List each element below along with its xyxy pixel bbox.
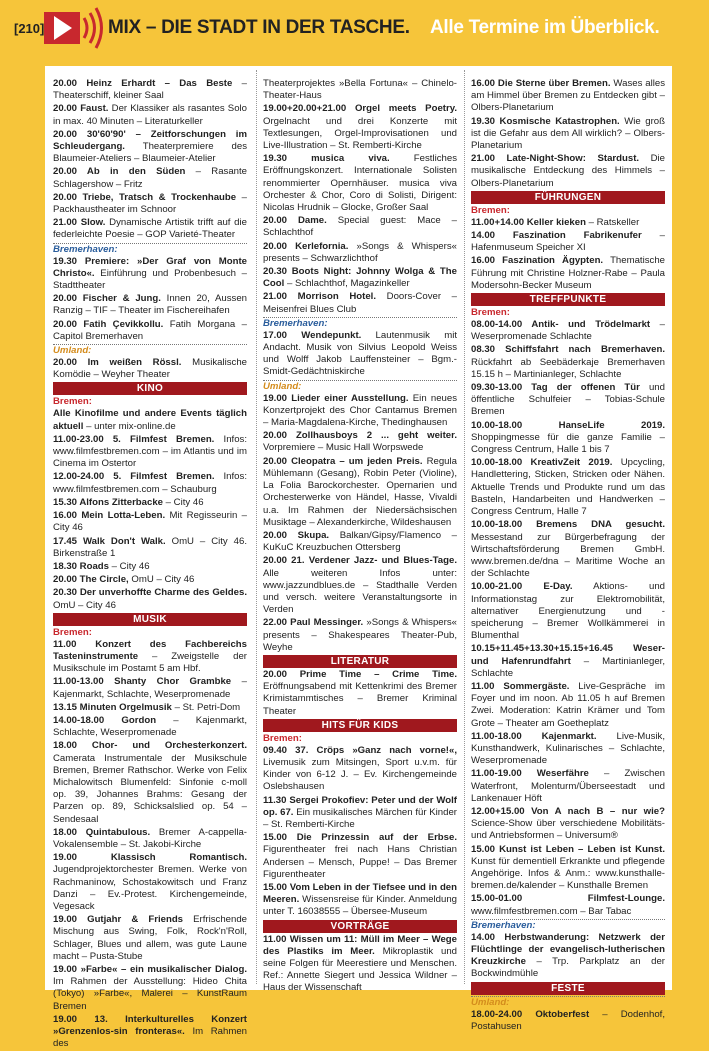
event-title: 12.00-24.00 5. Filmfest Bremen. [53, 471, 215, 483]
section-heading: LITERATUR [263, 655, 457, 668]
event-details: Im Rahmen der Ausstellung: Hideo Chita (Tokyo) »Farbe«, Malerei – KunstRaum Bremen [53, 976, 247, 1012]
column-2 [263, 78, 457, 996]
event-entry [263, 795, 457, 832]
event-title: 14.00-18.00 Gordon [53, 714, 157, 726]
section-heading: FÜHRUNGEN [471, 191, 665, 204]
event-title: 16.00 Die Sterne über Bremen. [471, 78, 611, 89]
region-label: Bremerhaven: [263, 317, 457, 330]
event-entry [471, 230, 665, 254]
section-heading: VORTRÄGE [263, 920, 457, 933]
event-title: 15.30 Alfons Zitterbacke [53, 496, 164, 508]
event-details: – St. Petri-Dom [171, 701, 241, 713]
region-label: Umland: [53, 344, 247, 357]
event-details: – Weserpromenade Schlachte [471, 319, 665, 343]
event-title: 20.00 Ab in den Süden [53, 166, 186, 178]
event-entry [263, 832, 457, 881]
event-title: 12.00+15.00 Von A nach B – nur wie? [471, 805, 665, 817]
event-title: 20.00 Triebe, Tratsch & Trockenhaube [53, 191, 237, 203]
event-title: 19.00+20.00+21.00 Orgel meets Poetry. [263, 103, 457, 115]
event-details: Lautenmusik mit Andacht. Musik von Silvius Leopold Weiss und Wolff Jakob Lauffensteiner – Bgm.-Smidt-Gedächtniskirche [263, 329, 457, 378]
event-title: 11.00+14.00 Keller kieken [471, 216, 586, 228]
event-title: 15.00 Die Prinzessin auf der Erbse. [263, 832, 457, 844]
event-entry [53, 293, 247, 317]
event-entry [471, 681, 665, 730]
event-details: Fatih Morgana – Capitol Bremerhaven [53, 318, 247, 342]
event-entry [53, 103, 247, 127]
event-details: Festliches Eröffnungskonzert. Internationale Solisten renommierter Opernhäuser. musica viva Orchester & Chor, Coro di Solisti, Dirigent: Nicolas Hrudnik – Glocke, Großer Saal [263, 153, 457, 214]
event-title: 11.00-23.00 5. Filmfest Bremen. [53, 433, 215, 445]
event-entry [471, 731, 665, 768]
event-details: Balkan/Gipsy/Flamenco – KuKuC Kreuzbuchen Ottersberg [263, 529, 457, 554]
event-entry [263, 78, 457, 102]
event-title: 18.00 Quintabulous. [53, 826, 151, 838]
event-details: Wases alles am Himmel über Bremen zu Entdecken gibt – Olbers-Planetarium [471, 78, 665, 114]
event-title: 20.00 Faust. [53, 103, 109, 115]
event-title: 10.00-18.00 Bremens DNA gesucht. [471, 519, 665, 531]
event-details: Jugendprojektorchester Bremen. Werke von Rachmaninow, Schostakowitsch und Franz Danzi – Ev.-Protest. Kirchengemeinde, Vegesack [53, 864, 247, 912]
event-details: – Packhaustheater im Schnoor [53, 191, 247, 216]
event-details: – Zweigstelle der Musikschule im Postamt 5 am Hbf. [53, 650, 247, 675]
event-entry [471, 806, 665, 843]
page-header [0, 0, 709, 56]
event-title: 09.30-13.00 Tag der offenen Tür [471, 382, 640, 394]
column-divider [464, 70, 465, 984]
event-details: Der Klassiker als rasantes Solo in max. 40 Minuten – Literaturkeller [53, 103, 247, 127]
event-entry [53, 715, 247, 739]
event-details: Bremer A-cappella-Vokalensemble – St. Jakobi-Kirche [53, 826, 247, 850]
event-entry [471, 519, 665, 580]
event-title: 19.00 »Farbe« – ein musikalischer Dialog. [53, 964, 247, 975]
event-entry [471, 319, 665, 343]
event-title: 17.45 Walk Don't Walk. [53, 535, 166, 547]
event-details: – Schlachthof, Magazinkeller [284, 278, 410, 290]
event-details: Regula Mühlemann (Gesang), Robin Peter (Violine), La Folia Barockorchester. Opernarien und Orchesterwerke von Händel, Hasse, Vivaldi u.a. Im Rahmen der Niedersächsischen Musiktage – Alexanderkirche, Wildeshausen [263, 455, 457, 528]
region-label: Bremerhaven: [53, 243, 247, 256]
event-entry [53, 964, 247, 1013]
event-details: Live-Gespräche im Foyer und im noon. Ab 11.05 h auf Bremen Zwei. Moderation: Katrin Krämer und Tom Grote – Theater am Goetheplatz [471, 680, 665, 729]
event-title: 15.00 Kunst ist Leben – Leben ist Kunst. [471, 843, 665, 855]
speaker-logo-icon [44, 6, 104, 50]
event-title: 11.00 Sommergäste. [471, 680, 570, 692]
event-title: 18.30 Roads [53, 560, 109, 572]
event-details: Eröffnungsabend mit Kettenkrimi des Bremer Krimistammtisches – Bremer Kriminal Theater [263, 681, 457, 717]
event-entry [263, 934, 457, 995]
event-details: Shoppingmesse für die ganze Familie – Congress Centrum, Halle 1 bis 7 [471, 431, 665, 456]
event-title: 19.00 Lieder einer Ausstellung. [263, 392, 409, 404]
event-title: 16.00 Faszination Ägypten. [471, 255, 604, 267]
event-entry [53, 827, 247, 851]
region-label: Bremen: [263, 732, 302, 744]
event-title: 15.00 Vom Leben in der Tiefsee und in den Meeren. [263, 881, 457, 906]
event-details: – Ratskeller [585, 216, 640, 228]
region-label: Bremerhaven: [471, 919, 665, 932]
event-details: – City 46 [109, 560, 150, 572]
event-details: Vorpremiere – Music Hall Worpswede [263, 442, 424, 454]
region-label: Bremen: [471, 204, 510, 216]
region-label: Bremen: [53, 626, 92, 638]
event-details: Infos: www.filmfestbremen.com – im Atlantis und im Cinema im Ostertor [53, 433, 247, 470]
event-entry [53, 408, 247, 432]
event-entry [263, 669, 457, 718]
event-details: – Dodenhof, Postahusen [471, 1008, 665, 1032]
event-title: 20.00 Cleopatra – um jeden Preis. [263, 455, 423, 467]
event-title: 20.00 Fischer & Jung. [53, 293, 161, 305]
event-entry [471, 153, 665, 190]
event-title: 10.00-18.00 HanseLife 2019. [471, 419, 665, 431]
event-title: 20.30 Boots Night: Johnny Wolga & The Cool [263, 266, 457, 290]
event-details: Theaterprojektes »Bella Fortuna« – Chinelo-Theater-Haus [263, 78, 457, 102]
event-entry [471, 844, 665, 893]
event-entry [53, 676, 247, 700]
event-title: 20.00 30'60'90' – Zeitforschungen im Schleudergang. [53, 128, 247, 153]
event-details: Die musikalische Entdeckung des Himmels – Olbers-Planetarium [471, 153, 665, 189]
event-details: www.filmfestbremen.com – Bar Tabac [471, 905, 632, 917]
event-entry [53, 587, 247, 611]
event-entry [53, 192, 247, 216]
event-title: 09.40 37. Cröps »Ganz nach vorne!«, [263, 744, 457, 756]
event-title: Alle Kinofilme und andere Events täglich aktuell [53, 408, 247, 432]
event-entry [53, 471, 247, 495]
event-entry [53, 129, 247, 166]
event-entry [471, 581, 665, 642]
event-details: Thematische Führung mit Christine Holzner-Rabe – Paula Modersohn-Becker Museum [471, 255, 665, 291]
event-title: 21.00 Slow. [53, 217, 106, 229]
event-details: »Songs & Whispers« presents – Shakespeares Theater-Pub, Weyhe [263, 617, 457, 653]
event-details: Livemusik zum Mitsingen, Sport u.v.m. für Kinder von 6-12 J. – Ev. Kirchengemeinde Oslebshausen [263, 756, 457, 793]
event-entry [471, 643, 665, 680]
event-details: – Zwischen Waterfront, Molenturm/Überseestadt und Lankenauer Höft [471, 768, 665, 804]
event-details: Ein neues Konzertprojekt des Chor Cantamus Bremen – Maria-Magdalena-Kirche, Thedinghausen [263, 392, 458, 429]
event-title: 21.00 Morrison Hotel. [263, 291, 376, 303]
event-entry [471, 78, 665, 115]
event-title: 19.00 Klassisch Romantisch. [53, 852, 247, 864]
event-title: 19.30 Kosmische Katastrophen. [471, 115, 620, 127]
section-heading: FESTE [471, 982, 665, 995]
event-details: OmU – City 46. Birkenstraße 1 [53, 535, 247, 559]
event-title: 20.00 Kerlefornia. [263, 240, 349, 252]
event-details: – Rasante Schlagershow – Fritz [53, 166, 248, 190]
event-entry [263, 153, 457, 214]
event-title: 11.30 Sergei Prokofiev: Peter und der Wolf op. 67. [263, 794, 457, 818]
event-entry [263, 393, 457, 430]
event-details: »Songs & Whispers« presents – Schwarzlichthof [263, 240, 457, 264]
event-title: 19.30 Premiere: »Der Graf von Monte Christo«. [53, 255, 247, 279]
column-3 [471, 78, 665, 1034]
event-entry [471, 217, 665, 229]
event-title: 08.00-14.00 Antik- und Trödelmarkt [471, 319, 651, 331]
event-entry [263, 745, 457, 794]
event-entry [53, 1014, 247, 1051]
event-entry [471, 344, 665, 381]
event-entry [53, 561, 247, 573]
event-entry [53, 319, 247, 343]
event-entry [53, 217, 247, 241]
event-entry [263, 456, 457, 529]
section-heading: MUSIK [53, 613, 247, 626]
event-entry [263, 430, 457, 454]
event-title: 11.00-19.00 Weserfähre [471, 768, 589, 780]
event-details: – Martinianleger, Schlachte [471, 655, 665, 679]
event-title: 16.00 Mein Lotta-Leben. [53, 510, 166, 522]
event-details: Mit Regisseurin – City 46 [53, 510, 247, 534]
event-details: – Trp. Parkplatz an der Bockwindmühle [471, 956, 665, 980]
region-label: Umland: [471, 996, 665, 1009]
event-details: – unter mix-online.de [83, 420, 176, 432]
event-entry [263, 882, 457, 919]
event-details: – Hafenmuseum Speicher XI [471, 230, 665, 254]
event-entry [53, 357, 247, 381]
event-title: 21.00 Late-Night-Show: Stardust. [471, 153, 640, 165]
event-title: 10.00-21.00 E-Day. [471, 581, 573, 593]
event-title: 22.00 Paul Messinger. [263, 617, 364, 629]
event-details: OmU – City 46 [128, 574, 195, 586]
event-title: 20.00 21. Verdener Jazz- und Blues-Tage. [263, 555, 457, 567]
event-title: 20.00 Fatih Çevikkollu. [53, 318, 164, 330]
event-details: Mikroplastik und seine Folgen für Meerestiere und Menschen. Ref.: Annette Siegert und Jessica Wildner – Haus der Wissenschaft [263, 945, 458, 994]
event-details: Upcycling, Handlettering, Sticken, Stricken oder Nähen. Aktuelle Trends und Produkte rund um das Basteln, Handarbeiten und Handwerken – Congress Centrum, Halle 7 [471, 457, 666, 518]
section-heading: KINO [53, 382, 247, 395]
event-entry [471, 420, 665, 457]
event-entry [53, 166, 247, 190]
event-details: Dynamische Artistik trifft auf die federleichte Poesie – GOP Varieté-Theater [53, 217, 247, 241]
event-details: – Kajenmarkt, Schlachte, Weserpromenade [53, 676, 247, 700]
event-details: Camerata Instrumentale der Musikschule Bremen, Bremer Rathschor. Werke von Felix Michalowitsch Blumenfeld: Sinfonie c-moll op. 39, Johannes Brahms: Gesang der Parzen op. 89, Schicksalslied op. 54 – Sendesaal [53, 752, 247, 825]
event-entry [471, 457, 665, 518]
event-entry [53, 852, 247, 913]
event-details: Special guest: Mace – Schlachthof [263, 215, 457, 239]
listing-page [45, 66, 672, 1050]
event-details: – City 46 [163, 496, 204, 508]
event-title: 11.00-13.00 Shanty Chor Grambke [53, 676, 232, 688]
event-details: Musikalische Komödie – Weyher Theater [53, 357, 247, 381]
event-details: Wie groß ist die Gefahr aus dem All wirklich? – Olbers-Planetarium [471, 115, 665, 152]
section-heading: TREFFPUNKTE [471, 293, 665, 306]
event-entry [263, 241, 457, 265]
column-divider [256, 70, 257, 984]
event-title: 18.00-24.00 Oktoberfest [471, 1008, 590, 1020]
event-details: Messestand zur Bürgerbefragung der Wirtschaftsförderung Bremen GmbH. www.bremen.de/dna – Maritime Woche an der Schlachte [471, 531, 665, 580]
event-details: Einführung und Probenbesuch – Stadttheater [53, 267, 247, 292]
event-details: Erfrischende Mischung aus Swing, Folk, Rock'n'Roll, Schlager, Blues und allem, was gute Laune macht – Pusta-Stube [53, 914, 247, 962]
magazine-title: MIX – DIE STADT IN DER TASCHE. [108, 17, 410, 38]
region-label: Umland: [263, 380, 457, 393]
event-entry [263, 555, 457, 616]
event-entry [471, 768, 665, 805]
event-title: 20.00 Dame. [263, 215, 327, 227]
event-entry [53, 574, 247, 586]
event-entry [263, 266, 457, 290]
event-title: 20.00 Heinz Erhardt – Das Beste [53, 78, 233, 89]
event-entry [471, 382, 665, 419]
event-details: Kunst für dementiell Erkrankte und pflegende Angehörige. Infos & Anm.: www.kunsthalle-bremen.de/kalender – Kunsthalle Bremen [471, 855, 665, 892]
event-title: 20.00 Im weißen Rössl. [53, 357, 182, 369]
event-details: Orgelnacht und drei Konzerte mit Textlesungen, Orgel-Improvisationen und Live-Illustration – St. Remberti-Kirche [263, 115, 457, 152]
event-entry [471, 893, 665, 917]
event-details: Wissensreise für Kinder. Anmeldung unter T. 16038555 – Übersee-Museum [263, 894, 457, 918]
event-entry [53, 914, 247, 963]
section-heading: HITS FÜR KIDS [263, 719, 457, 732]
event-details: Science-Show über verschiedene Mobilitäts- und Antriebsformen – Universum® [471, 818, 665, 842]
event-entry [471, 116, 665, 153]
event-title: 18.00 Chor- und Orchesterkonzert. [53, 740, 247, 752]
event-title: 19.00 Gutjahr & Friends [53, 914, 184, 926]
event-entry [263, 617, 457, 654]
event-details: – Theaterschiff, kleiner Saal [53, 78, 247, 102]
event-entry [263, 291, 457, 315]
event-entry [263, 330, 457, 379]
event-entry [53, 510, 247, 534]
event-title: 15.00-01.00 Filmfest-Lounge. [471, 893, 665, 905]
magazine-subtitle: Alle Termine im Überblick. [430, 17, 660, 38]
event-title: 19.00 13. Interkulturelles Konzert »Grenzenlos-sin fronteras«. [53, 1013, 247, 1038]
event-entry [53, 256, 247, 293]
event-title: 10.15+11.45+13.30+15.15+16.45 Weser- und Hafenrundfahrt [471, 643, 665, 667]
event-title: 11.00-18.00 Kajenmarkt. [471, 730, 597, 742]
event-entry [53, 639, 247, 676]
event-title: 17.00 Wendepunkt. [263, 329, 362, 341]
event-entry [53, 702, 247, 714]
event-entry [53, 78, 247, 102]
event-title: 20.00 Zollhausboys 2 ... geht weiter. [263, 430, 457, 442]
event-title: 10.00-18.00 KreativZeit 2019. [471, 457, 613, 469]
event-entry [471, 1009, 665, 1033]
event-entry [53, 536, 247, 560]
event-title: 20.00 Prime Time – Crime Time. [263, 668, 457, 680]
event-entry [53, 740, 247, 825]
event-details: Theaterpremiere des Blaumeier-Ateliers – Blaumeier-Atelier [53, 141, 247, 165]
event-details: Doors-Cover – Meisenfrei Blues Club [263, 291, 458, 315]
event-details: OmU – City 46 [53, 599, 116, 611]
event-details: Aktions- und Informationstag zur Elektromobilität, alternativer Energienutzung und -speicherung – Bremer Wollkämmerei in Blumenthal [471, 581, 665, 642]
event-entry [53, 497, 247, 509]
event-title: 08.30 Schiffsfahrt nach Bremerhaven. [471, 344, 665, 356]
event-details: Innen 20, Aussen Ranzig – TIF – Theater im Fischereihafen [53, 293, 248, 317]
event-entry [471, 255, 665, 292]
event-details: Ein musikalisches Märchen für Kinder – St. Remberti-Kirche [263, 806, 457, 830]
page-number: [210] [14, 21, 45, 36]
event-title: 20.30 Der unverhoffte Charme des Geldes. [53, 587, 247, 599]
column-1 [53, 78, 247, 1051]
event-details: und öffentliche Schulfeier – Tobias-Schule Bremen [471, 382, 665, 418]
event-details: – Kajenmarkt, Schlachte, Weserpromenade [53, 714, 247, 739]
event-title: 11.00 Wissen um 11: Müll im Meer – Wege des Plastiks im Meer. [263, 933, 457, 957]
event-entry [263, 103, 457, 152]
event-details: Infos: www.filmfestbremen.com – Schauburg [53, 471, 247, 495]
event-entry [263, 530, 457, 554]
event-details: Rückfahrt ab Seebäderkaje Bremerhaven 15.15 h – Martinianleger, Schlachte [471, 356, 665, 380]
event-title: 11.00 Konzert des Fachbereichs Tasteninstrumente [53, 638, 247, 662]
event-title: 13.15 Minuten Orgelmusik [53, 701, 172, 713]
event-title: 20.00 The Circle, [53, 574, 129, 586]
event-title: 20.00 Skupa. [263, 529, 330, 541]
event-title: 19.30 musica viva. [263, 153, 390, 165]
event-details: Im Rahmen des [53, 1026, 247, 1050]
event-entry [471, 932, 665, 981]
event-details: Alle weiteren Infos unter: www.jazzundblues.de – Stadthalle Verden und versch. weitere Veranstaltungsorte in Verden [263, 567, 457, 616]
event-details: Live-Musik, Kunsthandwerk, Kulinarisches – Schlachte, Weserpromenade [471, 730, 665, 767]
event-title: 14.00 Faszination Fabrikenufer [471, 230, 642, 242]
region-label: Bremen: [53, 396, 92, 408]
region-label: Bremen: [471, 307, 510, 319]
event-details: Figurentheater frei nach Hans Christian Andersen – Mensch, Puppe! – Das Bremer Figurentheater [263, 844, 457, 880]
event-entry [53, 434, 247, 471]
event-entry [263, 215, 457, 239]
event-title: 14.00 Herbstwanderung: Netzwerk der Flüchtlinge der evangelisch-lutherischen Kreuzkirche [471, 931, 665, 968]
